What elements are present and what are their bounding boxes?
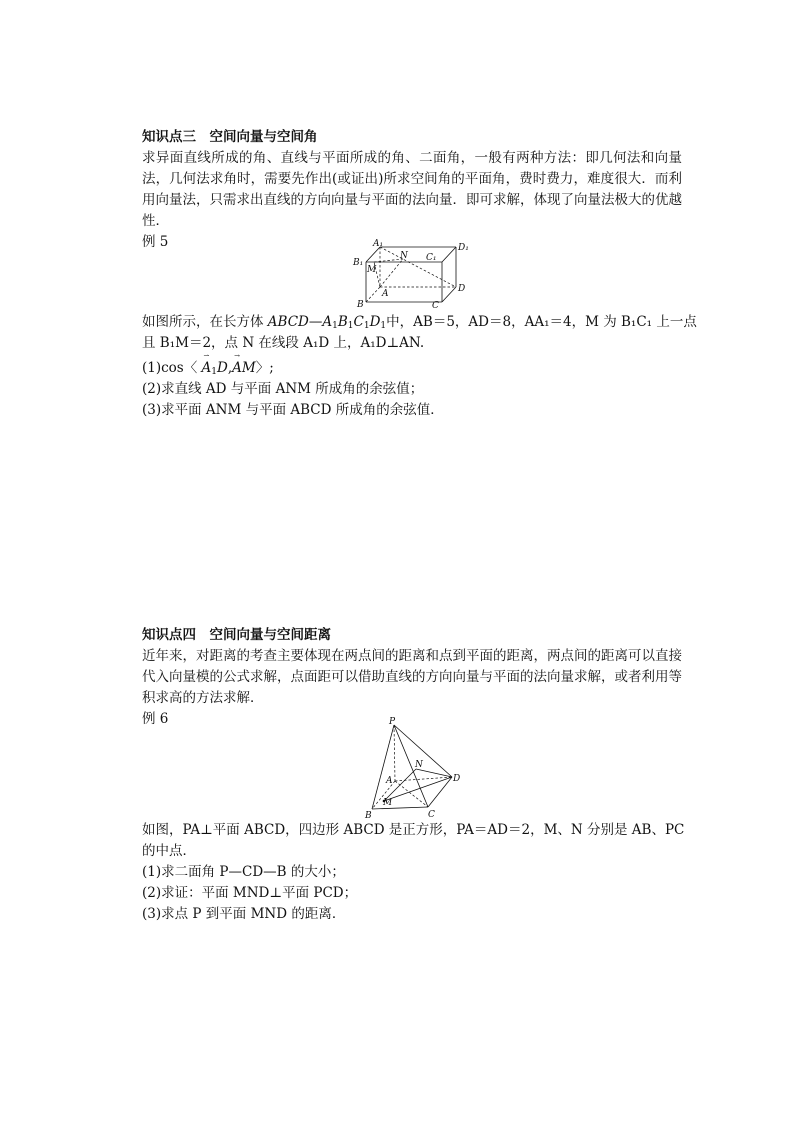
vector-AM: → AM — [232, 352, 256, 376]
label-A: A — [386, 776, 393, 786]
label-C: C — [432, 301, 439, 308]
section-3 — [142, 127, 682, 253]
section-4-intro: 近年来，对距离的考查主要体现在两点间的距离和点到平面的距离，两点间的距离可以直接代入向量模的公式求解，点面距可以借助直线的方向向量与平面的法向量求解，或者利用等积求高的方法求解． — [142, 648, 682, 706]
pyramid-figure — [364, 715, 464, 821]
label-D: D — [453, 774, 461, 784]
label-D: D — [458, 284, 466, 294]
problem-5-line1: 如图所示，在长方体 $ABCD—A_1B_1C_1D_1$中，AB＝5，AD＝8，AA₁＝4，M 为 B₁C₁ 上一点 — [142, 314, 697, 331]
pyramid-diagram — [364, 715, 464, 821]
label-D1: D₁ — [458, 243, 469, 253]
label-A1: A₁ — [373, 239, 384, 249]
label-N: N — [400, 251, 408, 261]
label-C1: C₁ — [426, 253, 437, 263]
question-6-1: (1)求二面角 P—CD—B 的大小； — [142, 864, 345, 880]
vector-A1D: ⇀ $A_1D$ — [201, 352, 228, 377]
question-5-2: (2)求直线 AD 与平面 ANM 所成角的余弦值； — [142, 381, 424, 397]
cuboid-figure — [352, 238, 472, 308]
cuboid-name: ABCD — [267, 314, 309, 330]
label-M: M — [367, 265, 377, 275]
example-6-problem — [142, 820, 685, 925]
label-A: A — [382, 289, 389, 299]
question-5-1: (1)cos〈 ⇀ $A_1D$, → AM〉; — [142, 352, 274, 377]
label-P: P — [389, 717, 396, 727]
problem-5-prefix: 如图所示，在长方体 — [142, 314, 264, 330]
q1-suffix: 〉; — [255, 360, 274, 376]
example-6-label: 例 6 — [142, 711, 169, 727]
problem-6-line2: 的中点． — [142, 843, 196, 859]
label-M: M — [383, 798, 393, 808]
label-B: B — [357, 300, 364, 308]
section-4-title: 知识点四 空间向量与空间距离 — [142, 627, 331, 643]
label-N: N — [415, 760, 423, 770]
example-5-label: 例 5 — [142, 234, 169, 250]
question-6-2: (2)求证：平面 MND⊥平面 PCD； — [142, 885, 358, 901]
problem-5-line2: 且 B₁M＝2，点 N 在线段 A₁D 上，A₁D⊥AN. — [142, 335, 425, 351]
problem-5-body: 中，AB＝5，AD＝8，AA₁＝4，M 为 B₁C₁ 上一点 — [386, 314, 697, 330]
label-B1: B₁ — [353, 258, 364, 268]
question-5-3: (3)求平面 ANM 与平面 ABCD 所成角的余弦值． — [142, 402, 444, 418]
label-B: B — [365, 811, 372, 821]
example-5-problem — [142, 312, 697, 421]
question-6-3: (3)求点 P 到平面 MND 的距离． — [142, 906, 346, 922]
label-C: C — [428, 810, 435, 820]
q1-prefix: (1)cos〈 — [142, 360, 198, 376]
section-3-title: 知识点三 空间向量与空间角 — [142, 129, 318, 145]
section-3-intro: 求异面直线所成的角、直线与平面所成的角、二面角，一般有两种方法：即几何法和向量法，几何法求角时，需要先作出(或证出)所求空间角的平面角，费时费力，难度很大．而利用向量法，只需求出直线的方向向量与平面的法向量．即可求解，体现了向量法极大的优越性． — [142, 150, 682, 229]
cuboid-diagram — [352, 238, 472, 308]
problem-6-line1: 如图，PA⊥平面 ABCD，四边形 ABCD 是正方形，PA＝AD＝2，M、N 分别是 AB、PC — [142, 822, 685, 838]
